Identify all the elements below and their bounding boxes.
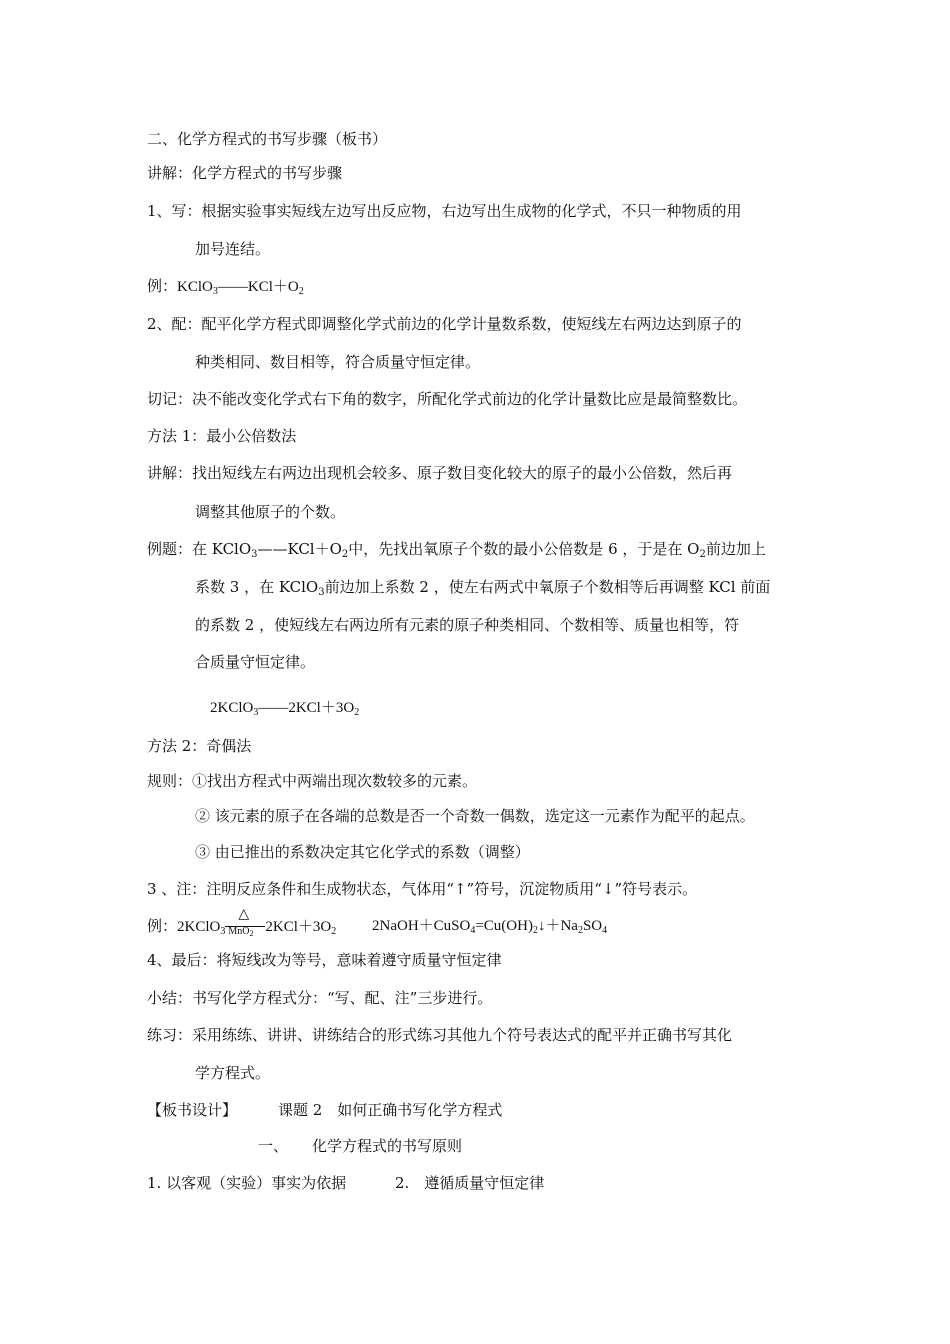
outline-heading-principles: 化学方程式的书写原则 (312, 1137, 463, 1155)
step-4-finalize: 4、最后：将短线改为等号，意味着遵守质量守恒定律 (147, 951, 502, 969)
step-2-balance: 2、配：配平化学方程式即调整化学式前边的化学计量数系数，使短线左右两边达到原子的 (147, 315, 742, 333)
example-line-2 (147, 907, 337, 938)
reaction-condition (225, 907, 265, 938)
rule-3: ③ 由已推出的系数决定其它化学式的系数（调整） (195, 843, 530, 861)
equation-precipitate: $2NaOH+CuSO_4=Cu(OH)_2↓+Na_2SO_4$ (372, 918, 608, 936)
balanced-equation-kclo3: $2KClO_3——2KCl+3O_2$ (210, 700, 360, 718)
practice-continuation: 学方程式。 (195, 1064, 271, 1082)
example-label: 例： (147, 277, 178, 295)
equation-unbalanced: $KClO_3——KCl+O_2$ (177, 279, 304, 297)
board-design-label: 【板书设计】 (147, 1101, 238, 1119)
method-1-heading: 方法 1：最小公倍数法 (147, 427, 297, 445)
catalyst-label: MnO$_2$ (228, 926, 254, 938)
section-heading-writing-steps: 二、化学方程式的书写步骤（板书） (147, 130, 388, 148)
method-1-explanation-continuation: 调整其他原子的个数。 (195, 503, 346, 521)
principle-1: 1. 以客观（实验）事实为依据 (147, 1174, 347, 1192)
step-2-continuation: 种类相同、数目相等，符合质量守恒定律。 (195, 353, 481, 371)
worked-example-line-4: 合质量守恒定律。 (195, 653, 316, 671)
remember-note: 切记：决不能改变化学式右下角的数字，所配化学式前边的化学计量数比应是最简整数比。 (147, 390, 748, 408)
equation-with-condition: 2KClO$_3$ △ MnO$_2$ $2KCl+3O_2$ (177, 907, 337, 938)
summary-line: 小结：书写化学方程式分：“写、配、注”三步进行。 (147, 989, 493, 1007)
heat-triangle-icon: △ (238, 907, 250, 922)
worked-example-line-3: 的系数 2 ，使短线左右两边所有元素的原子种类相同、个数相等、质量也相等，符 (195, 616, 740, 634)
method-2-heading: 方法 2：奇偶法 (147, 737, 252, 755)
rule-2: ② 该元素的原子在各端的总数是否一个奇数一偶数，选定这一元素作为配平的起点。 (195, 807, 755, 825)
method-1-explanation: 讲解：找出短线左右两边出现机会较多、原子数目变化较大的原子的最小公倍数，然后再 (147, 464, 733, 482)
explanation-line: 讲解：化学方程式的书写步骤 (147, 164, 343, 182)
worked-example-line-1: 例题：在 $KClO_3——KCl+O_2$中，先找出氧原子个数的最小公倍数是 6 ，于是在 $O_2$前边加上 (147, 540, 766, 560)
principle-2: 2. 遵循质量守恒定律 (395, 1174, 545, 1192)
worked-example-line-2: 系数 3 ，在 KClO$_3$前边加上系数 2 ，使左右两式中氧原子个数相等后再调整 KCl 前面 (195, 578, 771, 598)
example-line-1 (147, 276, 304, 297)
step-1-continuation: 加号连结。 (195, 240, 271, 258)
lesson-title: 课题 2 如何正确书写化学方程式 (278, 1101, 503, 1119)
outline-number-1: 一、 (258, 1137, 289, 1155)
rule-1: 规则：①找出方程式中两端出现次数较多的元素。 (147, 772, 478, 790)
step-3-annotate: 3 、注：注明反应条件和生成物状态，气体用“↑”符号，沉淀物质用“↓”符号表示。 (147, 880, 698, 898)
step-1-write: 1、写：根据实验事实短线左边写出反应物，右边写出生成物的化学式，不只一种物质的用 (147, 202, 742, 220)
example-label: 例： (147, 917, 178, 935)
practice-line: 练习：采用练练、讲讲、讲练结合的形式练习其他九个符号表达式的配平并正确书写其化 (147, 1026, 733, 1044)
